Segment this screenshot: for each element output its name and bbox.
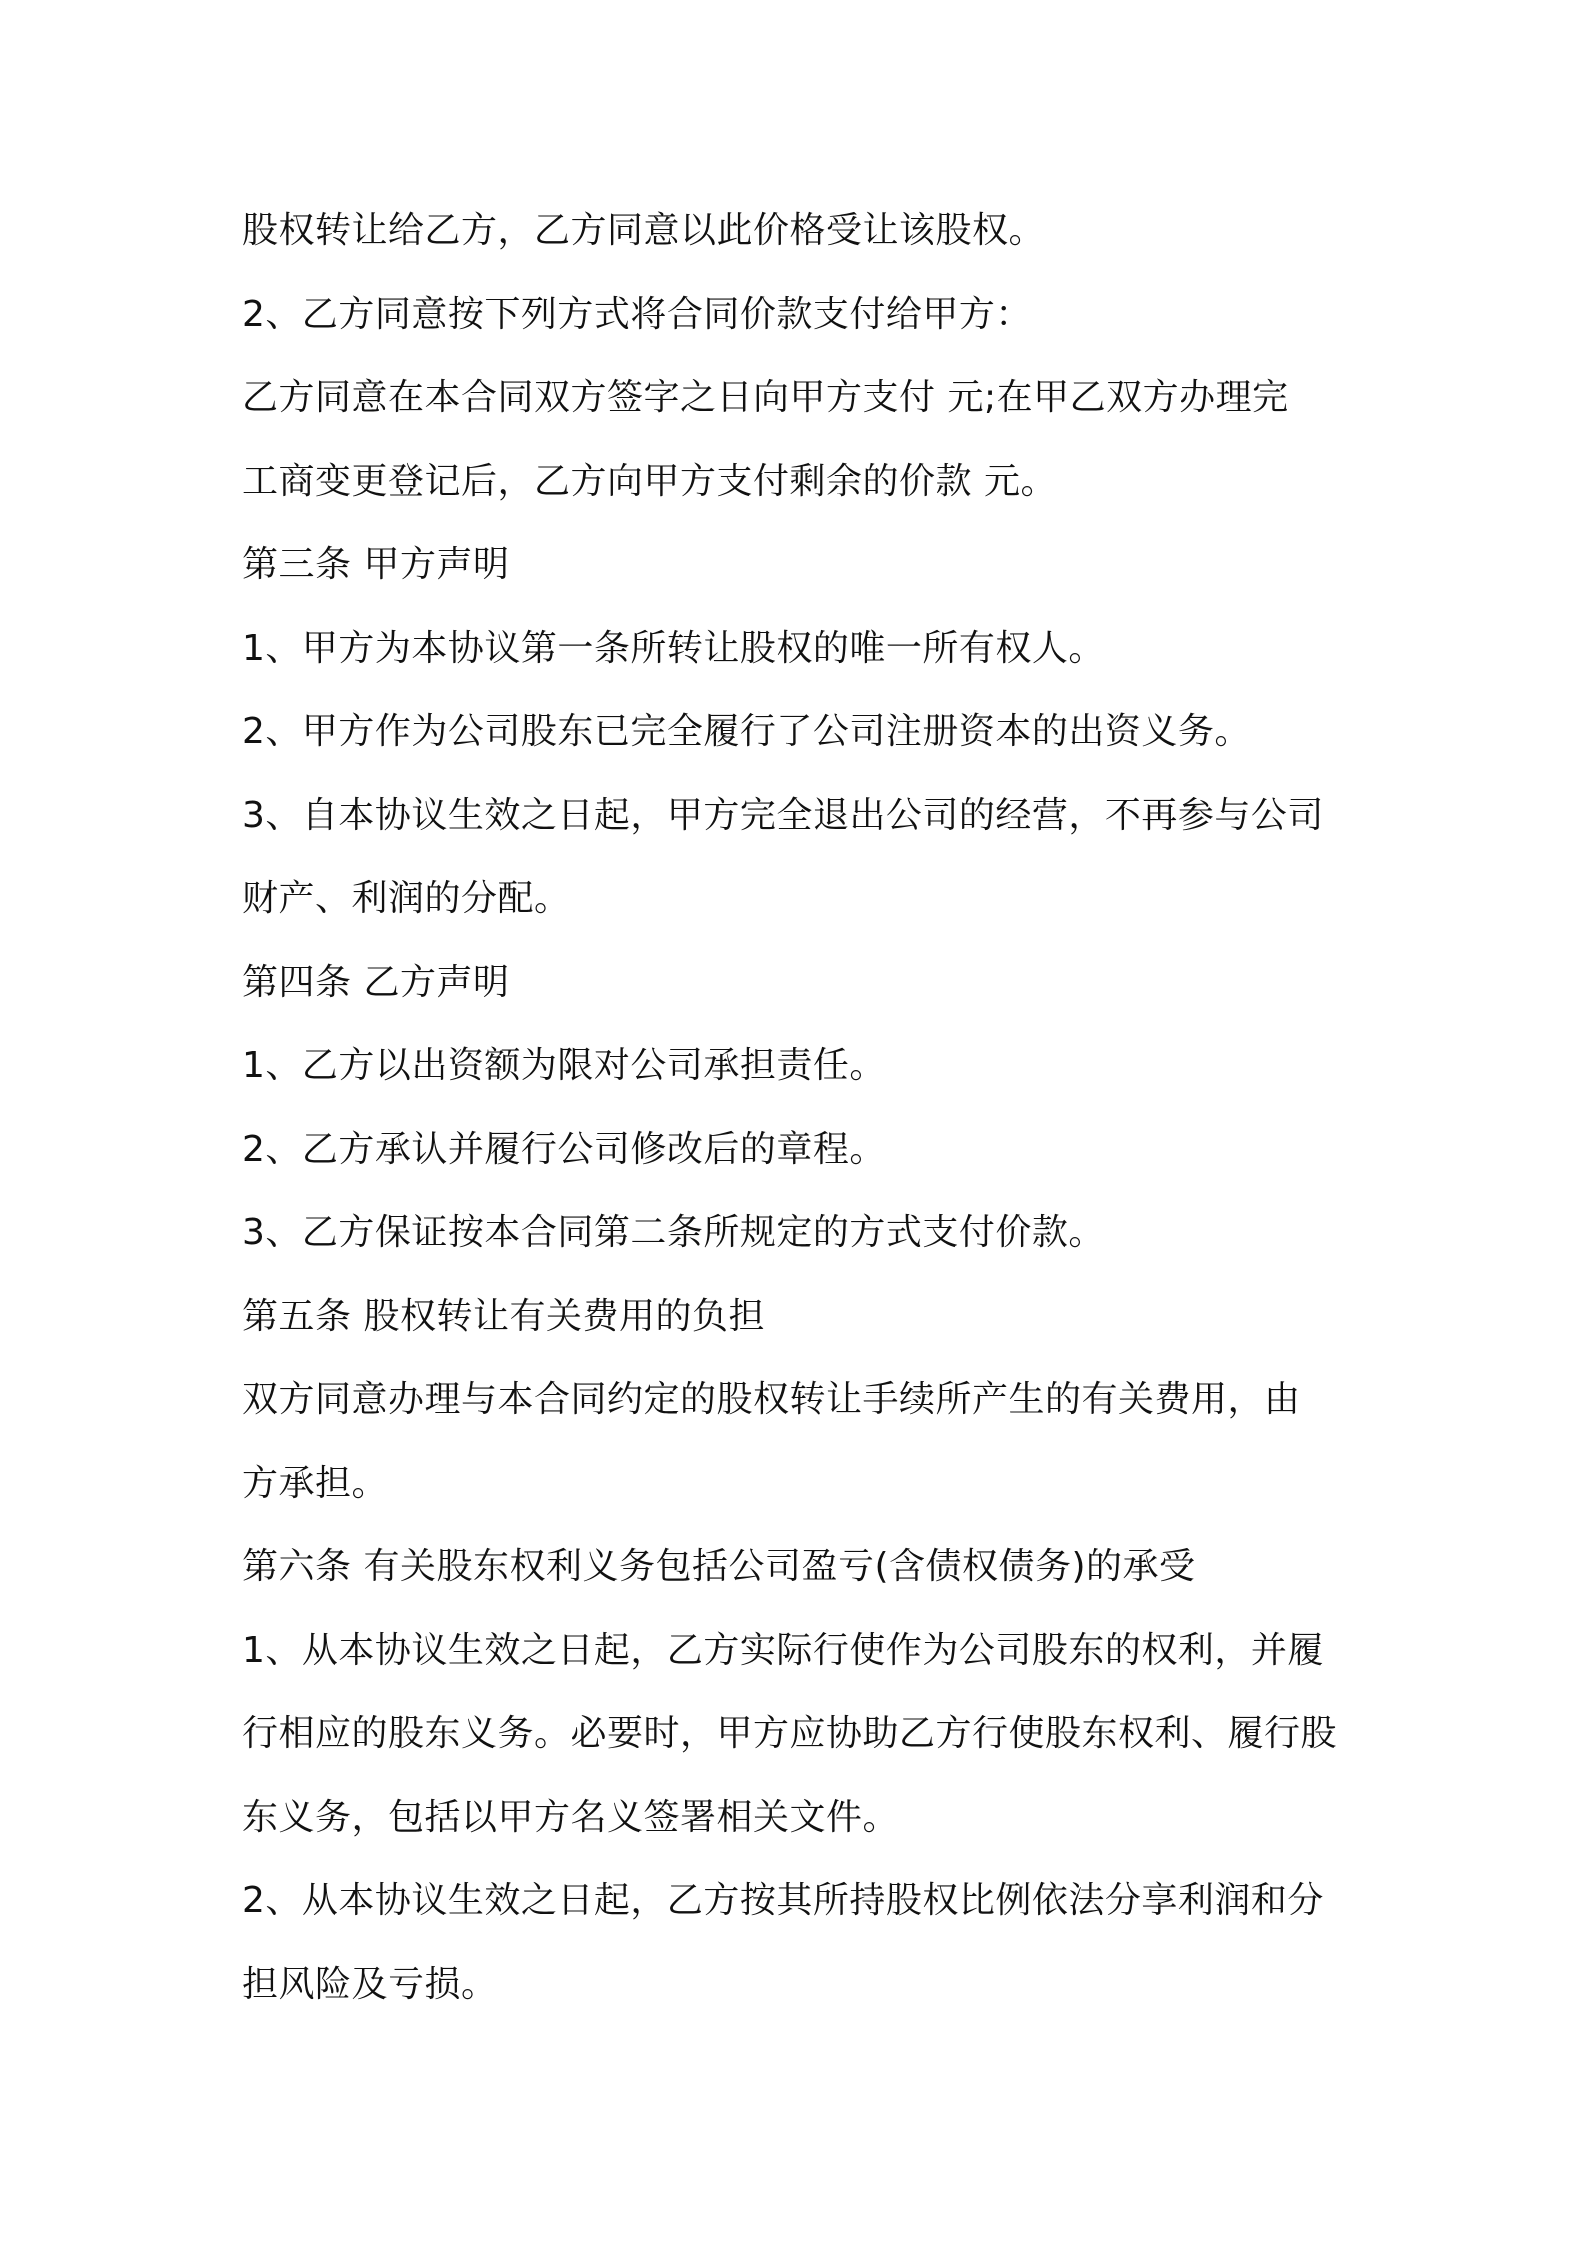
- section-heading: 第五条 股权转让有关费用的负担: [242, 1295, 765, 1337]
- text-line: 行相应的股东义务。必要时，甲方应协助乙方行使股东权利、履行股: [242, 1713, 1338, 1754]
- document-body: [242, 193, 1362, 2030]
- text-line: 双方同意办理与本合同约定的股权转让手续所产生的有关费用，由: [242, 1379, 1301, 1420]
- text-line: 乙方同意在本合同双方签字之日向甲方支付 元;在甲乙双方办理完: [242, 377, 1289, 418]
- text-line: 1、甲方为本协议第一条所转让股权的唯一所有权人。: [242, 627, 1105, 669]
- text-line: 3、自本协议生效之日起，甲方完全退出公司的经营，不再参与公司: [242, 794, 1324, 836]
- text-line: 2、从本协议生效之日起，乙方按其所持股权比例依法分享利润和分: [242, 1880, 1324, 1921]
- text-line: 担风险及亏损。: [242, 1963, 498, 2005]
- text-line: 1、从本协议生效之日起，乙方实际行使作为公司股东的权利，并履: [242, 1629, 1324, 1671]
- text-line: 3、乙方保证按本合同第二条所规定的方式支付价款。: [242, 1212, 1105, 1253]
- section-heading: 第四条 乙方声明: [242, 961, 510, 1003]
- text-line: 方承担。: [242, 1462, 389, 1504]
- text-line: 2、乙方同意按下列方式将合同价款支付给甲方：: [242, 293, 1032, 335]
- text-line: 2、甲方作为公司股东已完全履行了公司注册资本的出资义务。: [242, 711, 1251, 752]
- section-heading: 第三条 甲方声明: [242, 544, 510, 585]
- section-heading: 第六条 有关股东权利义务包括公司盈亏(含债权债务)的承受: [242, 1546, 1196, 1587]
- text-line: 工商变更登记后，乙方向甲方支付剩余的价款 元。: [242, 460, 1057, 502]
- text-line: 财产、利润的分配。: [242, 878, 571, 919]
- text-line: 1、乙方以出资额为限对公司承担责任。: [242, 1045, 886, 1086]
- text-line: 东义务，包括以甲方名义签署相关文件。: [242, 1796, 900, 1838]
- text-line: 2、乙方承认并履行公司修改后的章程。: [242, 1128, 886, 1170]
- text-line: 股权转让给乙方，乙方同意以此价格受让该股权。: [242, 210, 1046, 251]
